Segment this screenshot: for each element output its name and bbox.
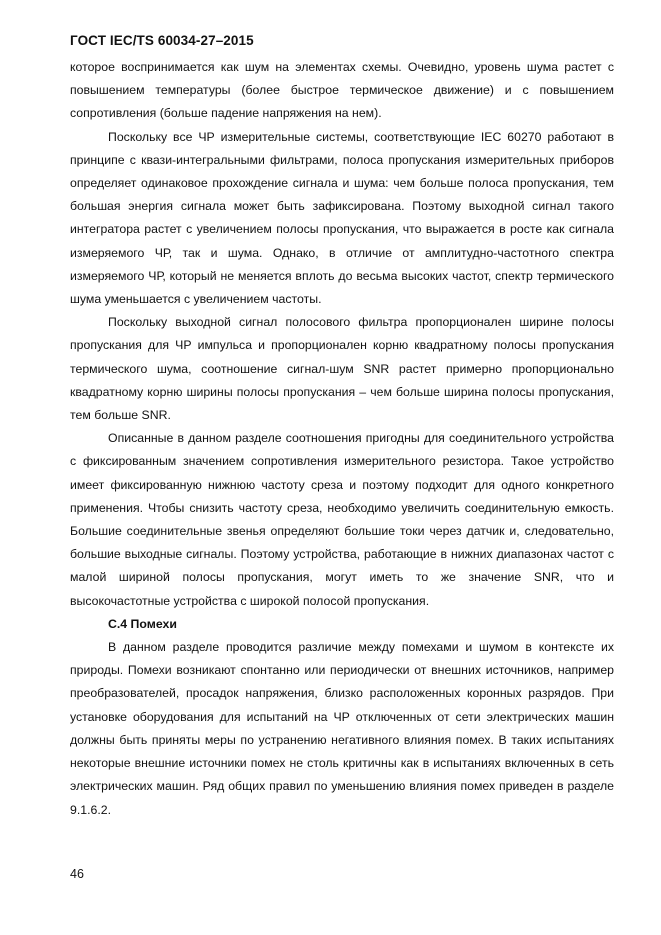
document-page [70,32,614,822]
paragraph-noise-resistance: которое воспринимается как шум на элементах схемы. Очевидно, уровень шума растет с повышением температуры (более быстрое термическое движение) и с повышением сопротивления (больше падение напряжения на нем). [70,60,614,121]
paragraph-bandpass-snr: Поскольку выходной сигнал полосового фильтра пропорционален ширине полосы пропускания для ЧР импульса и пропорционален корню квадратному полосы пропускания термического шума, соотношение сигнал-шум SNR растет примерно пропорционально квадратному корню ширины полосы пропускания – чем больше ширина полосы пропускания, тем больше SNR. [70,315,614,423]
document-header-title: ГОСТ IEC/TS 60034-27–2015 [70,33,254,48]
paragraph-coupling-device: Описанные в данном разделе соотношения пригодны для соединительного устройства с фиксированным значением сопротивления измерительного резистора. Такое устройство имеет фиксированную нижнюю частоту среза и поэтому подходит для одного конкретного применения. Чтобы снизить частоту среза, необходимо увеличить соединительную емкость. Большие соединительные звенья определяют большие токи через датчик и, следовательно, большие выходные сигналы. Поэтому устройства, работающие в нижних диапазонах частот с малой шириной полосы пропускания, могут иметь то же значение SNR, что и высокочастотные устройства с широкой полосой пропускания. [70,431,614,608]
paragraph-interference: В данном разделе проводится различие между помехами и шумом в контексте их природы. Помехи возникают спонтанно или периодически от внешних источников, например преобразователей, просадок напряжения, близко расположенных коронных разрядов. При установке оборудования для испытаний на ЧР отключенных от сети электрических машин должны быть приняты меры по устранению негативного влияния помех. В таких испытаниях некоторые внешние источники помех не столь критичны как в испытаниях включенных в сеть электрических машин. Ряд общих правил по уменьшению влияния помех приведен в разделе 9.1.6.2. [70,640,614,817]
page-number: 46 [70,867,84,881]
paragraph-bandwidth-noise: Поскольку все ЧР измерительные системы, соответствующие IEC 60270 работают в принципе с квази-интегральными фильтрами, полоса пропускания измерительных приборов определяет одинаковое прохождение сигнала и шума: чем больше полоса пропускания, тем большая энергия сигнала может быть зафиксирована. Поэтому выходной сигнал такого интегратора растет с увеличением полосы пропускания, что выражается в росте как сигнала измеряемого ЧР, так и шума. Однако, в отличие от амплитудно-частотного спектра измеряемого ЧР, который не меняется вплоть до весьма высоких частот, спектр термического шума уменьшается с увеличением частоты. [70,129,614,307]
section-heading-interference: С.4 Помехи [108,616,177,631]
